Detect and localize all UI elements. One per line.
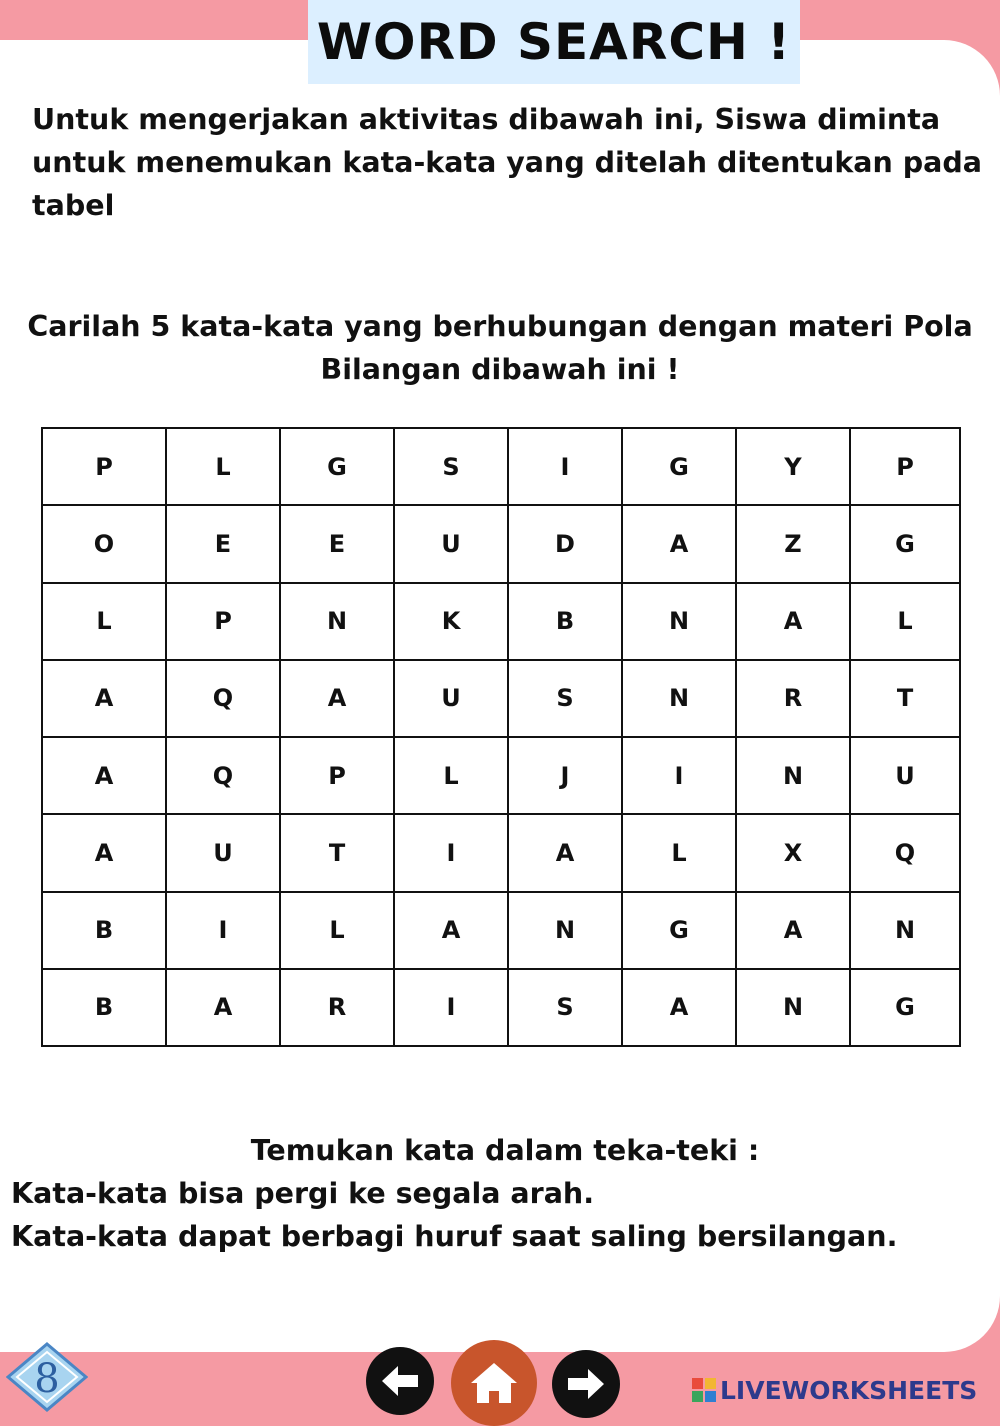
page-number-badge bbox=[6, 1340, 88, 1414]
grid-cell[interactable]: R bbox=[280, 969, 394, 1046]
grid-cell[interactable]: L bbox=[394, 737, 508, 814]
grid-cell[interactable]: P bbox=[42, 428, 166, 505]
grid-cell[interactable]: I bbox=[166, 892, 280, 969]
grid-cell[interactable]: Q bbox=[850, 814, 960, 891]
grid-cell[interactable]: I bbox=[622, 737, 736, 814]
grid-cell[interactable]: B bbox=[508, 583, 622, 660]
grid-cell[interactable]: I bbox=[508, 428, 622, 505]
grid-cell[interactable]: A bbox=[622, 505, 736, 582]
grid-cell[interactable]: G bbox=[622, 892, 736, 969]
title-banner bbox=[308, 0, 800, 84]
grid-cell[interactable]: B bbox=[42, 892, 166, 969]
grid-cell[interactable]: A bbox=[166, 969, 280, 1046]
grid-cell[interactable]: X bbox=[736, 814, 850, 891]
grid-cell[interactable]: P bbox=[280, 737, 394, 814]
grid-cell[interactable]: A bbox=[622, 969, 736, 1046]
grid-cell[interactable]: L bbox=[622, 814, 736, 891]
grid-cell[interactable]: P bbox=[166, 583, 280, 660]
grid-cell[interactable]: G bbox=[280, 428, 394, 505]
grid-cell[interactable]: Y bbox=[736, 428, 850, 505]
grid-cell[interactable]: I bbox=[394, 969, 508, 1046]
page-title: WORD SEARCH ! bbox=[316, 13, 792, 71]
grid-row bbox=[42, 814, 960, 891]
grid-cell[interactable]: N bbox=[736, 737, 850, 814]
brand-name: LIVEWORKSHEETS bbox=[720, 1375, 978, 1405]
grid-cell[interactable]: U bbox=[394, 505, 508, 582]
next-button[interactable] bbox=[552, 1350, 620, 1418]
grid-cell[interactable]: N bbox=[508, 892, 622, 969]
grid-cell[interactable]: A bbox=[394, 892, 508, 969]
word-search-grid[interactable] bbox=[41, 427, 961, 1047]
grid-cell[interactable]: Z bbox=[736, 505, 850, 582]
grid-cell[interactable]: N bbox=[736, 969, 850, 1046]
hints-heading: Temukan kata dalam teka-teki : bbox=[250, 1134, 760, 1167]
grid-cell[interactable]: A bbox=[42, 660, 166, 737]
grid-cell[interactable]: Q bbox=[166, 660, 280, 737]
grid-cell[interactable]: O bbox=[42, 505, 166, 582]
home-icon bbox=[469, 1361, 519, 1405]
grid-cell[interactable]: R bbox=[736, 660, 850, 737]
grid-cell[interactable]: L bbox=[280, 892, 394, 969]
grid-cell[interactable]: K bbox=[394, 583, 508, 660]
grid-cell[interactable]: A bbox=[280, 660, 394, 737]
grid-cell[interactable]: U bbox=[166, 814, 280, 891]
grid-cell[interactable]: U bbox=[394, 660, 508, 737]
grid-row bbox=[42, 583, 960, 660]
intro-text: Untuk mengerjakan aktivitas dibawah ini, Siswa diminta untuk menemukan kata-kata yang ditelah ditentukan pada tabel bbox=[32, 103, 982, 222]
grid-cell[interactable]: S bbox=[394, 428, 508, 505]
grid-cell[interactable]: L bbox=[850, 583, 960, 660]
grid-cell[interactable]: B bbox=[42, 969, 166, 1046]
grid-cell[interactable]: G bbox=[850, 505, 960, 582]
grid-row bbox=[42, 737, 960, 814]
grid-cell[interactable]: Q bbox=[166, 737, 280, 814]
grid-row bbox=[42, 428, 960, 505]
grid-cell[interactable]: N bbox=[622, 660, 736, 737]
grid-cell[interactable]: A bbox=[736, 583, 850, 660]
hint-rule-directions: Kata-kata bisa pergi ke segala arah. bbox=[11, 1177, 595, 1210]
grid-cell[interactable]: G bbox=[850, 969, 960, 1046]
grid-cell[interactable]: J bbox=[508, 737, 622, 814]
grid-cell[interactable]: A bbox=[508, 814, 622, 891]
grid-cell[interactable]: N bbox=[850, 892, 960, 969]
grid-row bbox=[42, 660, 960, 737]
grid-row bbox=[42, 969, 960, 1046]
grid-cell[interactable]: S bbox=[508, 969, 622, 1046]
grid-cell[interactable]: L bbox=[166, 428, 280, 505]
hint-rule-crossing: Kata-kata dapat berbagi huruf saat saling bersilangan. bbox=[11, 1220, 898, 1253]
grid-cell[interactable]: N bbox=[280, 583, 394, 660]
grid-cell[interactable]: N bbox=[622, 583, 736, 660]
grid-cell[interactable]: E bbox=[280, 505, 394, 582]
grid-cell[interactable]: P bbox=[850, 428, 960, 505]
grid-cell[interactable]: G bbox=[622, 428, 736, 505]
grid-cell[interactable]: A bbox=[736, 892, 850, 969]
liveworksheets-logo-icon bbox=[692, 1378, 716, 1402]
grid-cell[interactable]: L bbox=[42, 583, 166, 660]
grid-cell[interactable]: A bbox=[42, 814, 166, 891]
page-number: 8 bbox=[34, 1356, 60, 1402]
instruction-text: Carilah 5 kata-kata yang berhubungan dengan materi Pola Bilangan dibawah ini ! bbox=[27, 310, 973, 386]
grid-cell[interactable]: I bbox=[394, 814, 508, 891]
grid-row bbox=[42, 892, 960, 969]
grid-cell[interactable]: A bbox=[42, 737, 166, 814]
home-button[interactable] bbox=[451, 1340, 537, 1426]
grid-cell[interactable]: T bbox=[280, 814, 394, 891]
brand-logo[interactable] bbox=[692, 1372, 977, 1408]
grid-cell[interactable]: E bbox=[166, 505, 280, 582]
grid-row bbox=[42, 505, 960, 582]
grid-cell[interactable]: T bbox=[850, 660, 960, 737]
grid-cell[interactable]: S bbox=[508, 660, 622, 737]
back-button[interactable] bbox=[366, 1347, 434, 1415]
grid-cell[interactable]: D bbox=[508, 505, 622, 582]
arrow-left-icon bbox=[380, 1364, 420, 1398]
arrow-right-icon bbox=[566, 1367, 606, 1401]
grid-cell[interactable]: U bbox=[850, 737, 960, 814]
